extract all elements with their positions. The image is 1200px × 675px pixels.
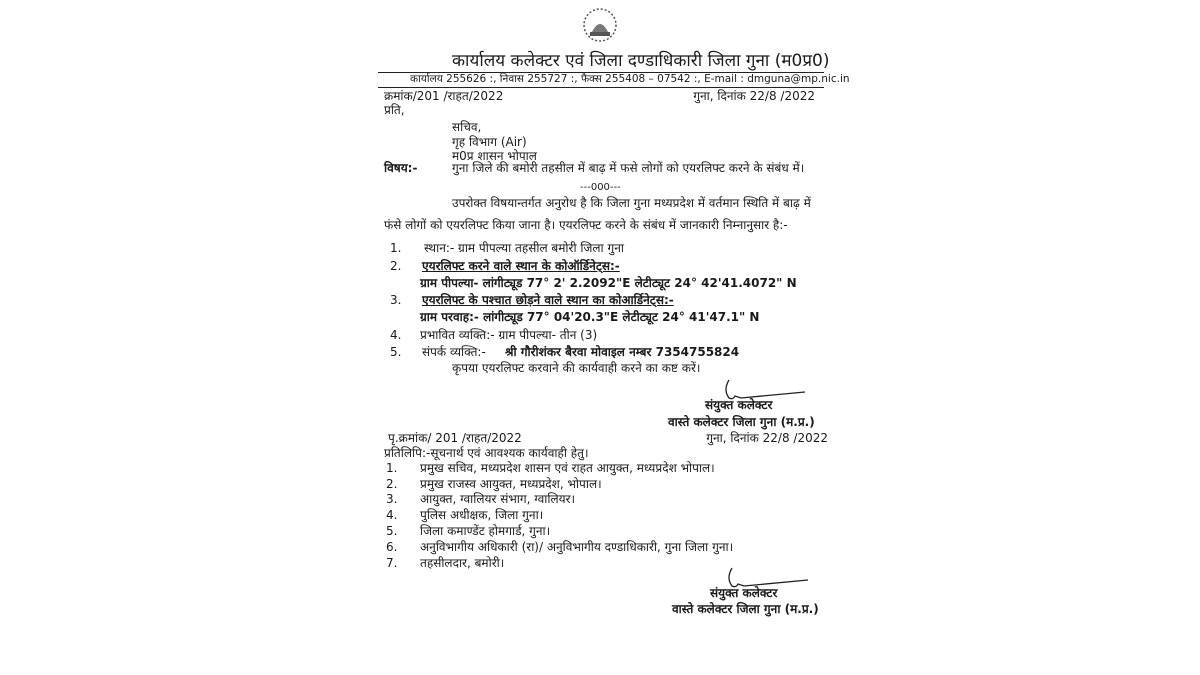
copy-recipient: प्रमुख राजस्व आयुक्त, मध्यप्रदेश, भोपाल। (420, 477, 602, 491)
copy-recipient: पुलिस अधीक्षक, जिला गुना। (420, 508, 544, 522)
copy-recipient: अनुविभागीय अधिकारी (रा)/ अनुविभागीय दण्डाधिकारी, गुना जिला गुना। (420, 540, 734, 554)
list-number: 5. (390, 345, 402, 359)
office-title: कार्यालय कलेक्टर एवं जिला दण्डाधिकारी जिला गुना (म0प्र0) (452, 51, 830, 71)
list-number: 3. (390, 293, 402, 307)
copy-recipient: प्रमुख सचिव, मध्यप्रदेश शासन एवं राहत आयुक्त, मध्यप्रदेश भोपाल। (420, 461, 715, 475)
closing-line: कृपया एयरलिफ्ट करवाने की कार्यवाही करने का कष्ट करें। (452, 361, 701, 375)
copy-reference-number: पृ.क्रमांक/ 201 /राहत/2022 (388, 431, 522, 445)
body-paragraph: उपरोक्त विषयान्तर्गत अनुरोध है कि जिला गुना मध्यप्रदेश में वर्तमान स्थिति में बाढ़ में (452, 196, 811, 210)
copy-intro: प्रतिलिपि:-सूचनार्थ एवं आवश्यक कार्यवाही हेतु। (384, 446, 589, 460)
signatory-office: वास्ते कलेक्टर जिला गुना (म.प्र.) (672, 602, 819, 616)
list-number: 5. (386, 524, 398, 538)
signatory-office: वास्ते कलेक्टर जिला गुना (म.प्र.) (668, 415, 815, 429)
list-number: 1. (390, 241, 402, 255)
contact-person: श्री गौरीशंकर बैरवा मोवाइल नम्बर 7354755824 (505, 345, 740, 359)
list-item: एयरलिफ्ट करने वाले स्थान के कोऑर्डिनेट्स:- (422, 259, 620, 273)
copy-date: गुना, दिनांक 22/8 /2022 (706, 431, 828, 445)
signatory-designation: संयुक्त कलेक्टर (705, 398, 773, 412)
signatory-designation: संयुक्त कलेक्टर (710, 586, 778, 600)
to-label: प्रति, (384, 103, 405, 117)
recipient-line: सचिव, (452, 120, 482, 134)
subject-label: विषय:- (384, 161, 418, 175)
recipient-line: म0प्र शासन भोपाल (452, 149, 537, 163)
list-number: 1. (386, 461, 398, 475)
copy-recipient: जिला कमाण्डेंट होमगार्ड, गुना। (420, 524, 551, 538)
list-number: 7. (386, 556, 398, 570)
list-number: 6. (386, 540, 398, 554)
government-emblem-icon (582, 6, 618, 44)
coordinates: ग्राम परवाह:- लांगीट्यूड 77° 04'20.3"E लेटीट्यूट 24° 41'47.1" N (420, 310, 760, 324)
copy-recipient: आयुक्त, ग्वालियर संभाग, ग्वालियर। (420, 492, 576, 506)
contact-label: संपर्क व्यक्ति:- (422, 345, 486, 359)
separator: ---000--- (580, 182, 621, 193)
list-number: 3. (386, 492, 398, 506)
reference-number: क्रमांक/201 /राहत/2022 (384, 89, 504, 103)
list-number: 2. (386, 477, 398, 491)
divider (378, 87, 824, 88)
letter-date: गुना, दिनांक 22/8 /2022 (693, 89, 815, 103)
list-item: एयरलिफ्ट के पश्चात छोड़ने वाले स्थान का कोआर्डिनेट्स:- (422, 293, 674, 307)
body-paragraph: फंसे लोगों को एयरलिफ्ट किया जाना है। एयरलिफ्ट करने के संबंध में जानकारी निम्नानुसार है:- (384, 218, 788, 232)
list-number: 4. (390, 328, 402, 342)
contact-line: कार्यालय 255626 :, निवास 255727 :, फैक्स 255408 – 07542 :, E-mail : dmguna@mp.nic.in (410, 73, 850, 85)
list-item: स्थान:- ग्राम पीपल्या तहसील बमोरी जिला गुना (424, 241, 624, 255)
list-number: 4. (386, 508, 398, 522)
coordinates: ग्राम पीपल्या- लांगीट्यूड 77° 2' 2.2092"E लेटीट्यूट 24° 42'41.4072" N (420, 276, 797, 290)
subject-text: गुना जिले की बमोरी तहसील में बाढ़ में फसे लोगों को एयरलिफ्ट करने के संबंध में। (452, 161, 805, 175)
copy-recipient: तहसीलदार, बमोरी। (420, 556, 505, 570)
list-item: प्रभावित व्यक्ति:- ग्राम पीपल्या- तीन (3) (420, 328, 598, 342)
list-number: 2. (390, 259, 402, 273)
recipient-line: गृह विभाग (Air) (452, 135, 527, 149)
